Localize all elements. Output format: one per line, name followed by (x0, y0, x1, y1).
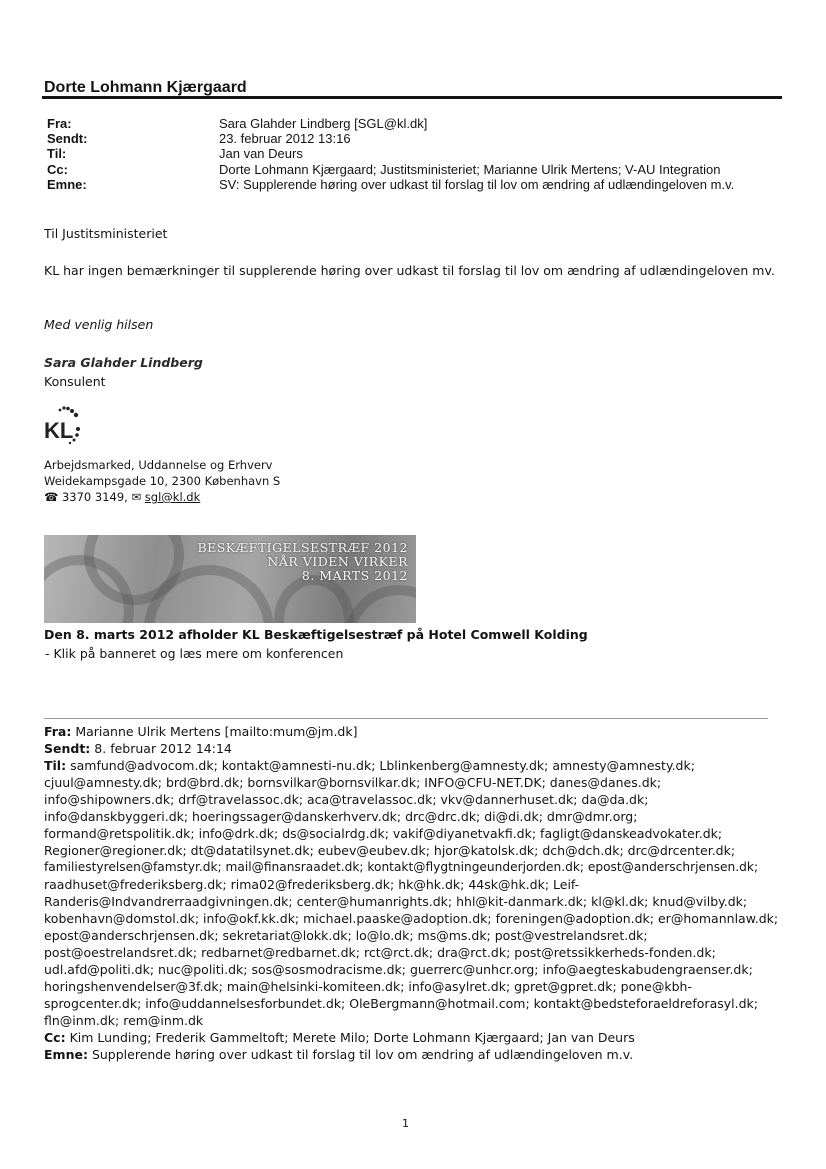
banner-line-2: NÅR VIDEN VIRKER (267, 554, 408, 569)
closing: Med venlig hilsen (44, 317, 154, 332)
fwd-to-line: sprogcenter.dk; info@uddannelsesforbundet.dk; OleBergmann@hotmail.com; kontakt@bedsteforaeldreforasyl.dk; (44, 996, 758, 1011)
subject-value: SV: Supplerende høring over udkast til forslag til lov om ændring af udlændingeloven m.v. (219, 177, 735, 192)
fwd-to-line: fln@inm.dk; rem@inm.dk (44, 1013, 204, 1028)
fwd-cc-label: Cc: (44, 1030, 66, 1045)
fwd-to-line: horingshenvendelser@3f.dk; main@helsinki-komiteen.dk; info@asylret.dk; gpret@gpret.dk; pone@kbh- (44, 979, 692, 994)
fwd-to-line: cjuul@amnesty.dk; brd@brd.dk; bornsvilkar@bornsvilkar.dk; INFO@CFU-NET.DK; danes@danes.dk; (44, 775, 662, 790)
event-subtitle: - Klik på banneret og læs mere om konferencen (45, 646, 344, 661)
event-title: Den 8. marts 2012 afholder KL Beskæftigelsestræf på Hotel Comwell Kolding (44, 627, 588, 642)
to-value: Jan van Deurs (219, 146, 303, 161)
kl-logo-text: KL (44, 418, 74, 443)
fwd-to-line: post@oestrelandsret.dk; redbarnet@redbarnet.dk; rct@rct.dk; dra@rct.dk; post@retssikkerheds-fonden.dk; (44, 945, 716, 960)
fwd-to-line: kobenhavn@domstol.dk; info@okf.kk.dk; michael.paaske@adoption.dk; foreningen@adoption.dk; er@homannlaw.dk; (44, 911, 779, 926)
fwd-to-line (44, 758, 695, 773)
fwd-to-text: samfund@advocom.dk; kontakt@amnesti-nu.dk; Lblinkenberg@amnesty.dk; amnesty@amnesty.dk; (70, 758, 695, 773)
banner-line-3: 8. MARTS 2012 (301, 568, 408, 583)
greeting: Til Justitsministeriet (44, 226, 168, 241)
forward-separator (44, 718, 768, 719)
fwd-to-line: epost@anderschrjensen.dk; sekretariat@lokk.dk; lo@lo.dk; ms@ms.dk; post@vestrelandsret.dk; (44, 928, 648, 943)
phone-number: 3370 3149, (61, 490, 128, 504)
document-owner-title: Dorte Lohmann Kjærgaard (44, 79, 247, 96)
address: Weidekampsgade 10, 2300 København S (44, 474, 281, 488)
fwd-to-line: formand@retspolitik.dk; info@drk.dk; ds@socialrdg.dk; vakif@diyanetvakfi.dk; fagligt@danskeadvokater.dk; (44, 826, 723, 841)
cc-value: Dorte Lohmann Kjærgaard; Justitsministeriet; Marianne Ulrik Mertens; V-AU Integration (219, 162, 721, 177)
title-rule (42, 96, 782, 99)
fwd-to-label: Til: (44, 758, 67, 773)
fwd-from-value: Marianne Ulrik Mertens [mailto:mum@jm.dk] (75, 724, 358, 739)
from-value: Sara Glahder Lindberg [SGL@kl.dk] (219, 116, 428, 131)
from-label: Fra: (47, 116, 72, 131)
fwd-from-label: Fra: (44, 724, 72, 739)
fwd-cc (44, 1030, 635, 1045)
fwd-to-line: udl.afd@politi.dk; nuc@politi.dk; sos@sosmodracisme.dk; guerrerc@unhcr.org; info@aegteskabudengraenser.dk; (44, 962, 753, 977)
fwd-to-line: Regioner@regioner.dk; dt@datatilsynet.dk; eubev@eubev.dk; hjor@katolsk.dk; dch@dch.dk; drc@drcenter.dk; (44, 843, 736, 858)
banner-line-1: BESKÆFTIGELSESTRÆF 2012 (197, 540, 408, 555)
fwd-sent-value: 8. februar 2012 14:14 (94, 741, 232, 756)
contact-line (44, 490, 200, 504)
page-number: 1 (402, 1117, 409, 1130)
conference-banner[interactable] (44, 535, 416, 623)
fwd-to-line: raadhuset@frederiksberg.dk; rima02@frederiksberg.dk; hk@hk.dk; 44sk@hk.dk; Leif- (44, 877, 580, 892)
to-label: Til: (47, 146, 67, 161)
sent-value: 23. februar 2012 13:16 (219, 131, 351, 146)
fwd-subject-value: Supplerende høring over udkast til forslag til lov om ændring af udlændingeloven m.v. (91, 1047, 634, 1062)
mail-icon: ✉ (131, 490, 142, 504)
fwd-subject (44, 1047, 633, 1062)
fwd-to-line: info@danskbyggeri.dk; hoeringssager@danskerhverv.dk; drc@drc.dk; di@di.dk; dmr@dmr.org; (44, 809, 638, 824)
fwd-to-line: familiestyrelsen@famstyr.dk; mail@finansraadet.dk; kontakt@flygtningeunderjorden.dk; epost@anderschrjensen.dk; (44, 860, 759, 874)
fwd-to-line: info@shipowners.dk; drf@travelassoc.dk; aca@travelassoc.dk; vkv@dannerhuset.dk; da@da.dk; (44, 792, 649, 807)
cc-label: Cc: (47, 162, 68, 177)
fwd-sent-label: Sendt: (44, 741, 91, 756)
fwd-sent (44, 741, 232, 756)
message: KL har ingen bemærkninger til supplerende høring over udkast til forslag til lov om ændring af udlændingeloven mv. (44, 263, 775, 278)
subject-label: Emne: (47, 177, 87, 192)
kl-logo (44, 404, 100, 452)
department: Arbejdsmarked, Uddannelse og Erhverv (44, 458, 273, 472)
signature-role: Konsulent (44, 374, 106, 389)
email-link[interactable]: sgl@kl.dk (144, 490, 201, 504)
fwd-from (44, 724, 357, 739)
fwd-to-line: Randeris@Indvandrerraadgivningen.dk; center@humanrights.dk; hhl@kit-danmark.dk; kl@kl.dk; knud@vilby.dk; (44, 894, 748, 909)
sent-label: Sendt: (47, 131, 88, 146)
phone-icon: ☎ (44, 490, 59, 504)
fwd-cc-value: Kim Lunding; Frederik Gammeltoft; Merete Milo; Dorte Lohmann Kjærgaard; Jan van Deurs (69, 1030, 635, 1045)
signature-name: Sara Glahder Lindberg (44, 355, 203, 370)
fwd-subject-label: Emne: (44, 1047, 88, 1062)
